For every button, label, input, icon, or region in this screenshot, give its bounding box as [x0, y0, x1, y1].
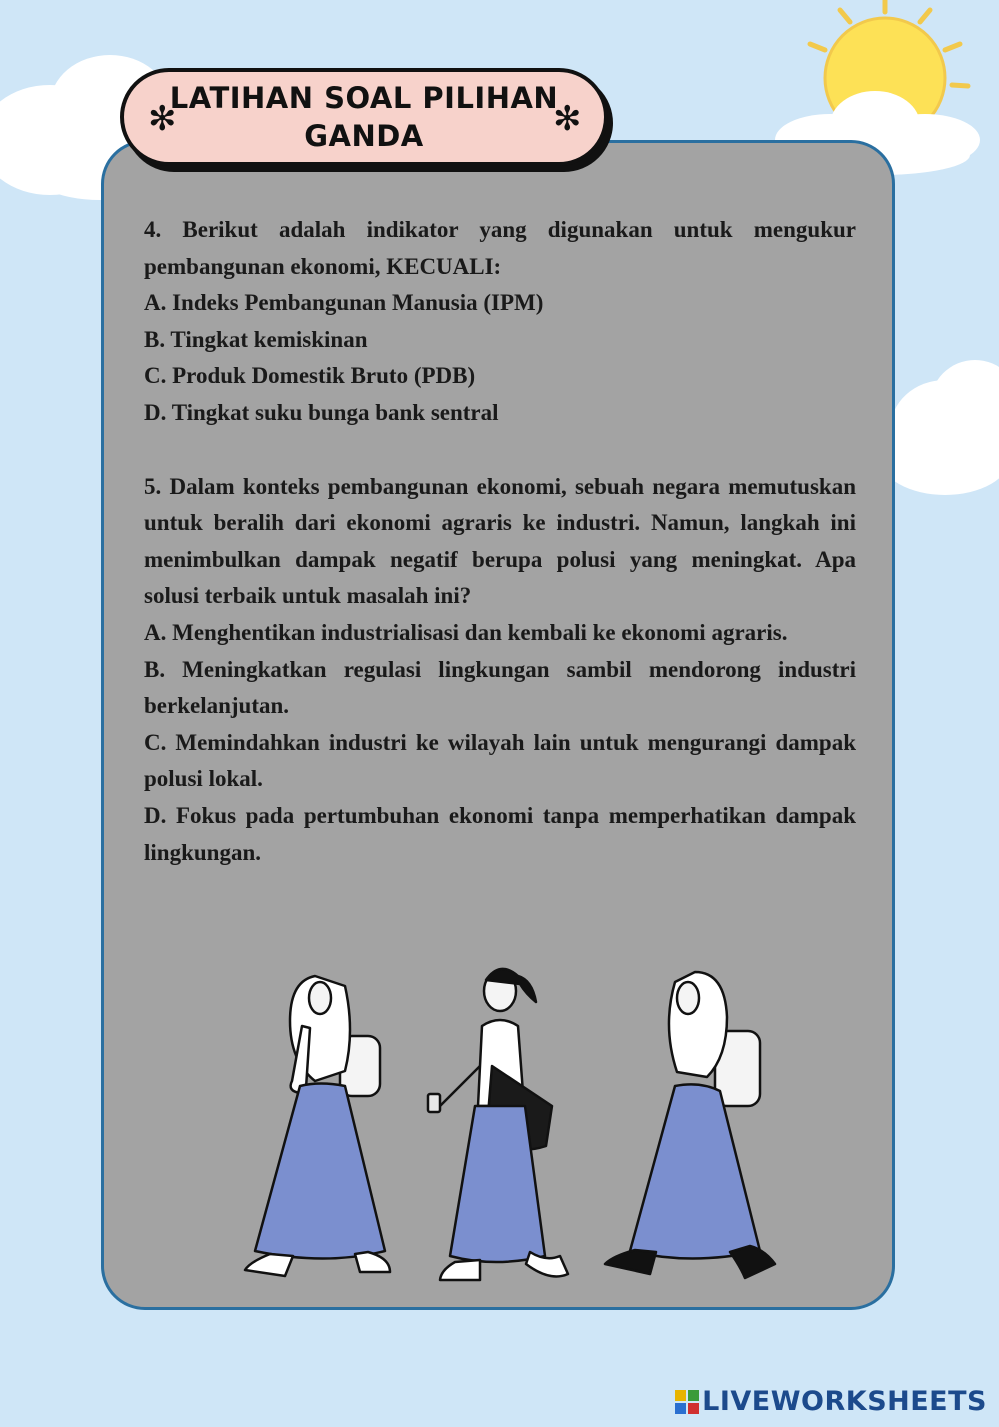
student-hijab-backpack-icon	[245, 976, 390, 1276]
answer-option[interactable]: D. Tingkat suku bunga bank sentral	[144, 399, 499, 425]
spacer	[144, 432, 856, 469]
title-line-1: LATIHAN SOAL PILIHAN	[169, 81, 559, 115]
question-stem: 5. Dalam konteks pembangunan ekonomi, sebuah negara memutuskan untuk beralih dari ekonomi agraris ke industri. Namun, langkah ini menimbulkan dampak negatif berupa polusi yang meningkat. Apa solusi terbaik untuk masalah ini?	[144, 473, 856, 609]
asterisk-icon: ✻	[148, 99, 177, 139]
answer-option[interactable]: B. Tingkat kemiskinan	[144, 326, 368, 352]
answer-option[interactable]: D. Fokus pada pertumbuhan ekonomi tanpa memperhatikan dampak lingkungan.	[144, 802, 856, 865]
liveworksheets-logo	[675, 1386, 987, 1417]
question-stem: 4. Berikut adalah indikator yang digunakan untuk mengukur pembangunan ekonomi, KECUALI:	[144, 217, 856, 279]
logo-icon	[675, 1390, 699, 1414]
answer-option[interactable]: A. Menghentikan industrialisasi dan kembali ke ekonomi agraris.	[144, 619, 788, 645]
answer-option[interactable]: A. Indeks Pembangunan Manusia (IPM)	[144, 290, 544, 316]
title-line-2: GANDA	[304, 119, 424, 153]
question-4	[144, 212, 856, 432]
page-title	[120, 68, 608, 166]
answer-option[interactable]: B. Meningkatkan regulasi lingkungan sambil mendorong industri berkelanjutan.	[144, 656, 856, 719]
question-5	[144, 469, 856, 872]
student-hijab-walking-icon	[605, 972, 775, 1278]
students-illustration	[230, 966, 790, 1296]
asterisk-icon: ✻	[553, 99, 582, 139]
student-ponytail-bag-icon	[428, 969, 568, 1280]
answer-option[interactable]: C. Produk Domestik Bruto (PDB)	[144, 363, 476, 389]
question-list	[144, 212, 856, 871]
brand-name: LIVEWORKSHEETS	[702, 1386, 987, 1417]
answer-option[interactable]: C. Memindahkan industri ke wilayah lain untuk mengurangi dampak polusi lokal.	[144, 729, 856, 792]
